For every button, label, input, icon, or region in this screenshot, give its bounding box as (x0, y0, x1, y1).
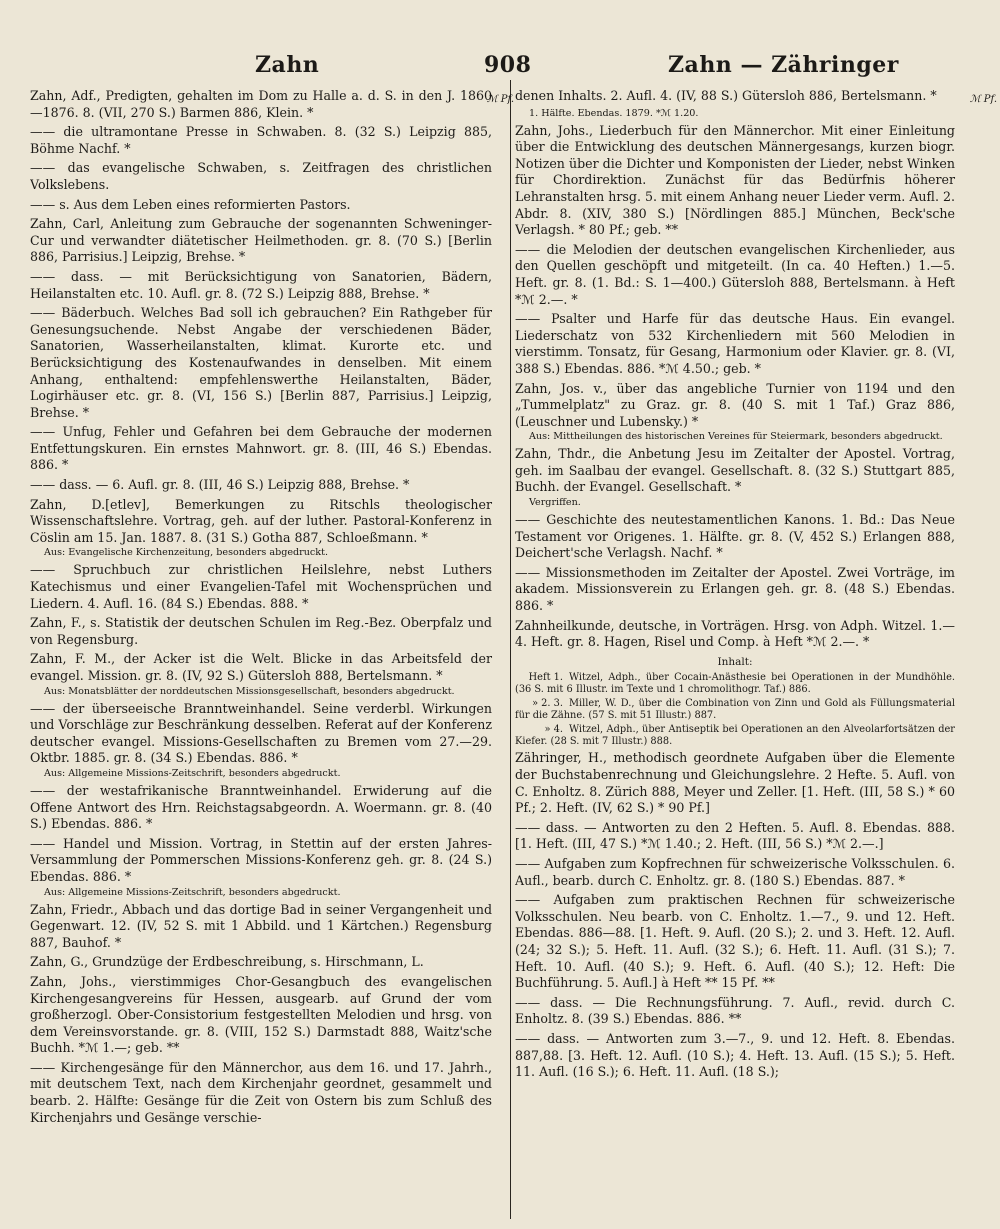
catalog-entry (515, 892, 955, 992)
entry-text: Zähringer, H., methodisch geordnete Aufgaben über die Elemente der Buchstabenrechnung und Gleichungslehre. 2 Hefte. 5. Aufl. von C. Enholtz. 8. Zürich 888, Meyer und Zeller. [1. Heft. (III, 58 S.) * 60 Pf.; 2. Heft. (IV, 62 S.) * 90 Pf.] (515, 750, 955, 816)
entry-text: —— Kirchengesänge für den Männerchor, aus dem 16. und 17. Jahrh., mit deutschem Text, nach dem Kirchenjahr geordnet, gesammelt und bearb. 2. Hälfte: Gesänge für die Zeit von Ostern bis zum Schluß des Kirchenjahrs und Gesänge verschie- (30, 1059, 492, 1125)
currency-mark-right: ℳ Pf. (969, 94, 997, 105)
entry-note: Aus: Allgemeine Missions-Zeitschrift, besonders abgedruckt. (44, 886, 341, 898)
entry-price (498, 668, 514, 685)
catalog-entry (30, 88, 492, 121)
entry-price (498, 1040, 514, 1057)
catalog-entry (515, 565, 955, 615)
entry-text: —— Handel und Mission. Vortrag, in Stettin auf der ersten Jahres-Versammlung der Pommerschen Missions-Konferenz geh. gr. 8. (24 S.) Ebendas. 886. * (30, 835, 492, 884)
catalog-entry (30, 497, 492, 547)
catalog-entry (515, 1031, 955, 1081)
contents-item-text: Miller, W. D., über die Combination von Zinn und Gold als Füllungsmaterial für die Zähne. (57 S. mit 51 Illustr.) 887. (515, 698, 955, 722)
entry-text: Zahn, Johs., Liederbuch für den Männerchor. Mit einer Einleitung über die Entwicklung des deutschen Männergesangs, kurzen biogr. Notizen über die Dichter und Komponisten der Lieder, nebst Winken für Chordirektion. Zunächst für das Bedürfnis höherer Lehranstalten hrsg. 5. mit einem Anhang neuer Lieder verm. Aufl. 2. Abdr. 8. (XIV, 380 S.) [Nördlingen 885.] München, Beck'sche Verlagsh. * 80 Pf.; geb. ** (515, 122, 955, 238)
entry-text: Zahn, Thdr., die Anbetung Jesu im Zeitalter der Apostel. Vortrag, geh. im Saalbau der evangel. Gesellschaft. 8. (32 S.) Stuttgart 885, Buchh. der Evangel. Gesellschaft. * (515, 446, 955, 495)
entry-text: Zahn, Carl, Anleitung zum Gebrauche der sogenannten Schweninger-Cur und verwandter diätetischer Heilmethoden. gr. 8. (70 S.) [Berlin 886, Parrisius.] Leipzig, Brehse. * (30, 216, 492, 265)
catalog-entry (515, 311, 955, 377)
entry-text: Zahn, Jos. v., über das angebliche Turnier von 1194 und den „Tummelplatz" zu Graz. gr. 8. (40 S. mit 1 Taf.) Graz 886, (Leuschner und Lubensky.) * (515, 380, 955, 429)
entry-text: —— dass. — Die Rechnungsführung. 7. Aufl., revid. durch C. Enholtz. 8. (39 S.) Ebendas. 886. ** (515, 994, 955, 1027)
entry-text: —— s. Aus dem Leben eines reformierten Pastors. (30, 196, 351, 212)
entry-text: —— Psalter und Harfe für das deutsche Haus. Ein evangel. Liederschatz von 532 Kirchenliedern mit 560 Melodien in vierstimm. Tonsatz, für Gesang, Harmonium oder Klavier. gr. 8. (VI, 388 S.) Ebendas. 886. *ℳ 4.50.; geb. * (515, 311, 955, 376)
catalog-entry (30, 974, 492, 1057)
entry-price (498, 935, 514, 952)
entry-price (961, 975, 997, 992)
entry-text: —— die ultramontane Presse in Schwaben. 8. (32 S.) Leipzig 885, Böhme Nachf. * (30, 124, 492, 156)
entry-price (498, 750, 514, 767)
entry-price (498, 105, 514, 122)
contents-item (515, 724, 955, 748)
catalog-entry (30, 562, 492, 612)
entry-price (961, 800, 997, 817)
entry-price (498, 596, 514, 613)
entry-text: Zahn, G., Grundzüge der Erdbeschreibung, s. Hirschmann, L. (30, 954, 424, 970)
entry-text: Zahnheilkunde, deutsche, in Vorträgen. Hrsg. von Adph. Witzel. 1.—4. Heft. gr. 8. Hagen, Risel und Comp. à Heft *ℳ 2.—. * (515, 617, 955, 650)
catalog-entry (515, 123, 955, 239)
contents-item-number: » 4. (544, 724, 563, 736)
entry-text: Zahn, Friedr., Abbach und das dortige Bad in seiner Vergangenheit und Gegenwart. 12. (IV, 52 S. mit 1 Abbild. und 1 Kärtchen.) Regensburg 887, Bauhof. * (30, 901, 492, 950)
entry-text: —— der überseeische Branntweinhandel. Seine verderbl. Wirkungen und Vorschläge zur Beschränkung desselben. Referat auf der Konferenz deutscher evangel. Missions-Gesellschaften zu Bremen vom 27.—29. Oktbr. 1885. gr. 8. (34 S.) Ebendas. 886. * (30, 700, 492, 766)
contents-item-text: Witzel, Adph., über Cocain-Anästhesie bei Operationen in der Mundhöhle. (36 S. mit 6 Illustr. im Texte und 1 chromolithogr. Taf.) 886. (515, 672, 955, 696)
catalog-entry (515, 618, 955, 651)
entry-price (961, 873, 997, 890)
catalog-entry (30, 124, 492, 157)
entry-text: —— Spruchbuch zur christlichen Heilslehre, nebst Luthers Katechismus und einer Evangelien-Tafel mit Wochensprüchen und Liedern. 4. Aufl. 16. (84 S.) Ebendas. 888. * (30, 562, 492, 611)
entry-price (498, 530, 514, 547)
entry-price (498, 457, 514, 474)
entry-price (498, 869, 514, 886)
contents-item-number: » 2. 3. (532, 698, 563, 710)
entry-price (498, 816, 514, 833)
catalog-entry (30, 1060, 492, 1126)
entry-price (498, 141, 514, 158)
entry-text: —— Unfug, Fehler und Gefahren bei dem Gebrauche der modernen Entfettungskuren. Ein ernstes Mahnwort. gr. 8. (III, 46 S.) Ebendas. 886. * (30, 424, 492, 473)
catalog-entry (515, 381, 955, 431)
entry-text: —— Bäderbuch. Welches Bad soll ich gebrauchen? Ein Rathgeber für Genesungsuchende. Nebst Angabe der verschiedenen Bäder, Sanatorien, Wasserheilanstalten, klimat. Kurorte etc. und Berücksichtigung des Kostenaufwandes in denselben. Mit einem Anhang, enthaltend: empfehlenswerthe Heilanstalten, Bäder, Logirhäuser etc. gr. 8. (VI, 156 S.) [Berlin 887, Parrisius.] Leipzig, Brehse. * (30, 305, 492, 420)
catalog-entry (515, 820, 955, 853)
entry-text: Zahn, Johs., vierstimmiges Chor-Gesangbuch des evangelischen Kirchengesangvereins für Hessen, ausgearb. auf Grund der vom großherzogl. Ober-Consistorium festgestellten Melodien und hrsg. von dem Vereinsvorstande. gr. 8. (VIII, 152 S.) Darmstadt 888, Waitz'sche Buchh. *ℳ 1.—; geb. ** (30, 973, 492, 1056)
entry-price (961, 479, 997, 496)
entry-text: —— Aufgaben zum Kopfrechnen für schweizerische Volksschulen. 6. Aufl., bearb. durch C. Enholtz. gr. 8. (180 S.) Ebendas. 887. * (515, 855, 955, 888)
catalog-entry (30, 216, 492, 266)
catalog-entry (515, 750, 955, 816)
catalog-entry (515, 995, 955, 1028)
entry-note: Aus: Monatsblätter der norddeutschen Missionsgesellschaft, besonders abgedruckt. (44, 685, 455, 697)
entry-price (961, 836, 997, 853)
entry-text: Zahn, F. M., der Acker ist die Welt. Blicke in das Arbeitsfeld der evangel. Mission. gr. 8. (IV, 92 S.) Gütersloh 888, Bertelsmann. * (30, 651, 492, 683)
entry-price (961, 292, 997, 309)
contents-item (515, 672, 955, 696)
entry-text: —— dass. — 6. Aufl. gr. 8. (III, 46 S.) Leipzig 888, Brehse. * (30, 477, 410, 493)
entry-text: —— der westafrikanische Branntweinhandel. Erwiderung auf die Offene Antwort des Hrn. Reichstagsabgeordn. A. Woermann. gr. 8. (40 S.) Ebendas. 886. * (30, 782, 492, 832)
entry-price (961, 88, 997, 105)
entry-price (961, 634, 997, 651)
entry-subnote: 1. Hälfte. Ebendas. 1879. *ℳ 1.20. (529, 107, 699, 119)
catalog-entry (515, 242, 955, 308)
catalog-entry (30, 305, 492, 421)
entry-note: Vergriffen. (529, 497, 581, 509)
catalog-entry (30, 701, 492, 767)
entry-text: —— dass. — mit Berücksichtigung von Sanatorien, Bädern, Heilanstalten etc. 10. Aufl. gr. 8. (72 S.) Leipzig 888, Brehse. * (30, 268, 492, 301)
catalog-entry (515, 856, 955, 889)
entry-text: —— dass. — Antworten zum 3.—7., 9. und 12. Heft. 8. Ebendas. 887,88. [3. Heft. 12. Aufl. (10 S.); 4. Heft. 13. Aufl. (15 S.); 5. Heft. 11. Aufl. (16 S.); 6. Heft. 11. Aufl. (18 S.); (515, 1030, 955, 1080)
entry-text: —— das evangelische Schwaben, s. Zeitfragen des christlichen Volkslebens. (30, 160, 492, 192)
entry-text: —— Aufgaben zum praktischen Rechnen für schweizerische Volksschulen. Neu bearb. von C. Enholtz. 1.—7., 9. und 12. Heft. Ebendas. 886—88. [1. Heft. 9. Aufl. (20 S.); 2. und 3. Heft. 12. Aufl. (24; 32 S.); 5. Heft. 11. Aufl. (32 S.); 6. Heft. 11. Aufl. (31 S.); 7. Heft. 10. Aufl. (40 S.); 9. Heft. 6. Aufl. (40 S.); 12. Heft: Die Buchführung. 5. Aufl.] à Heft ** 15 Pf. ** (515, 892, 955, 991)
contents-heading: Inhalt: (717, 655, 753, 668)
currency-mark-left: ℳ Pf. (486, 94, 514, 105)
entry-price (961, 222, 997, 239)
entry-note: Aus: Allgemeine Missions-Zeitschrift, besonders abgedruckt. (44, 767, 341, 779)
entry-price (498, 286, 514, 303)
entry-text: denen Inhalts. 2. Aufl. 4. (IV, 88 S.) Gütersloh 886, Bertelsmann. * (515, 88, 937, 103)
catalog-entry (30, 424, 492, 474)
catalog-entry (515, 88, 955, 105)
entry-price (498, 405, 514, 422)
entry-text: Zahn, D.[etlev], Bemerkungen zu Ritschls theologischer Wissenschaftslehre. Vortrag, geh. auf der luther. Pastoral-Konferenz in Cöslin am 15. Jan. 1887. 8. (31 S.) Gotha 887, Schloeßmann. * (30, 496, 492, 545)
header-left: Zahn (255, 52, 320, 78)
catalog-entry (30, 160, 492, 193)
header-right: Zahn — Zähringer (668, 52, 899, 78)
left-column (30, 88, 514, 1219)
entry-text: Zahn, Adf., Predigten, gehalten im Dom zu Halle a. d. S. in den J. 1860—1876. 8. (VII, 270 S.) Barmen 886, Klein. * (30, 88, 492, 120)
catalog-entry (30, 783, 492, 833)
catalog-entry (515, 446, 955, 496)
entry-note: Aus: Mittheilungen des historischen Vereines für Steiermark, besonders abgedruckt. (529, 431, 943, 443)
entry-text: —— Missionsmethoden im Zeitalter der Apostel. Zwei Vorträge, im akadem. Missionsverein zu Erlangen geh. gr. 8. (48 S.) Ebendas. 886. * (515, 564, 955, 614)
catalog-entry (30, 954, 492, 971)
entry-price (961, 1011, 997, 1028)
catalog-entry (30, 269, 492, 302)
entry-note: Aus: Evangelische Kirchenzeitung, besonders abgedruckt. (44, 547, 329, 559)
entry-price (498, 477, 514, 494)
entry-price (961, 361, 997, 378)
contents-item-text: Witzel, Adph., über Antiseptik bei Operationen an den Alveolarfortsätzen der Kiefer. (28 S. mit 7 Illustr.) 888. (515, 724, 955, 748)
entry-text: —— dass. — Antworten zu den 2 Heften. 5. Aufl. 8. Ebendas. 888. [1. Heft. (III, 47 S.) *ℳ 1.40.; 2. Heft. (III, 56 S.) *ℳ 2.—.] (515, 819, 955, 852)
entry-price (961, 598, 997, 615)
entry-price (961, 414, 997, 431)
catalog-entry (515, 512, 955, 562)
catalog-entry (30, 197, 492, 214)
entry-price (498, 249, 514, 266)
contents-item (515, 698, 955, 722)
entry-text: Zahn, F., s. Statistik der deutschen Schulen im Reg.-Bez. Oberpfalz und von Regensburg. (30, 615, 492, 647)
catalog-entry (30, 651, 492, 684)
page-number: 908 (484, 52, 532, 78)
entry-text: —— die Melodien der deutschen evangelischen Kirchenlieder, aus den Quellen geschöpft und mitgeteilt. (In ca. 40 Heften.) 1.—5. Heft. gr. 8. (1. Bd.: S. 1—400.) Gütersloh 888, Bertelsmann. à Heft *ℳ 2.—. * (515, 241, 955, 307)
entry-price (961, 545, 997, 562)
catalog-entry (30, 902, 492, 952)
right-column (515, 88, 997, 1219)
catalog-entry (30, 615, 492, 648)
contents-item-number: Heft 1. (528, 672, 563, 684)
catalog-entry (30, 836, 492, 886)
entry-text: —— Geschichte des neutestamentlichen Kanons. 1. Bd.: Das Neue Testament vor Origenes. 1. Hälfte. gr. 8. (V, 452 S.) Erlangen 888, Deichert'sche Verlagsh. Nachf. * (515, 512, 955, 561)
catalog-entry (30, 477, 492, 494)
